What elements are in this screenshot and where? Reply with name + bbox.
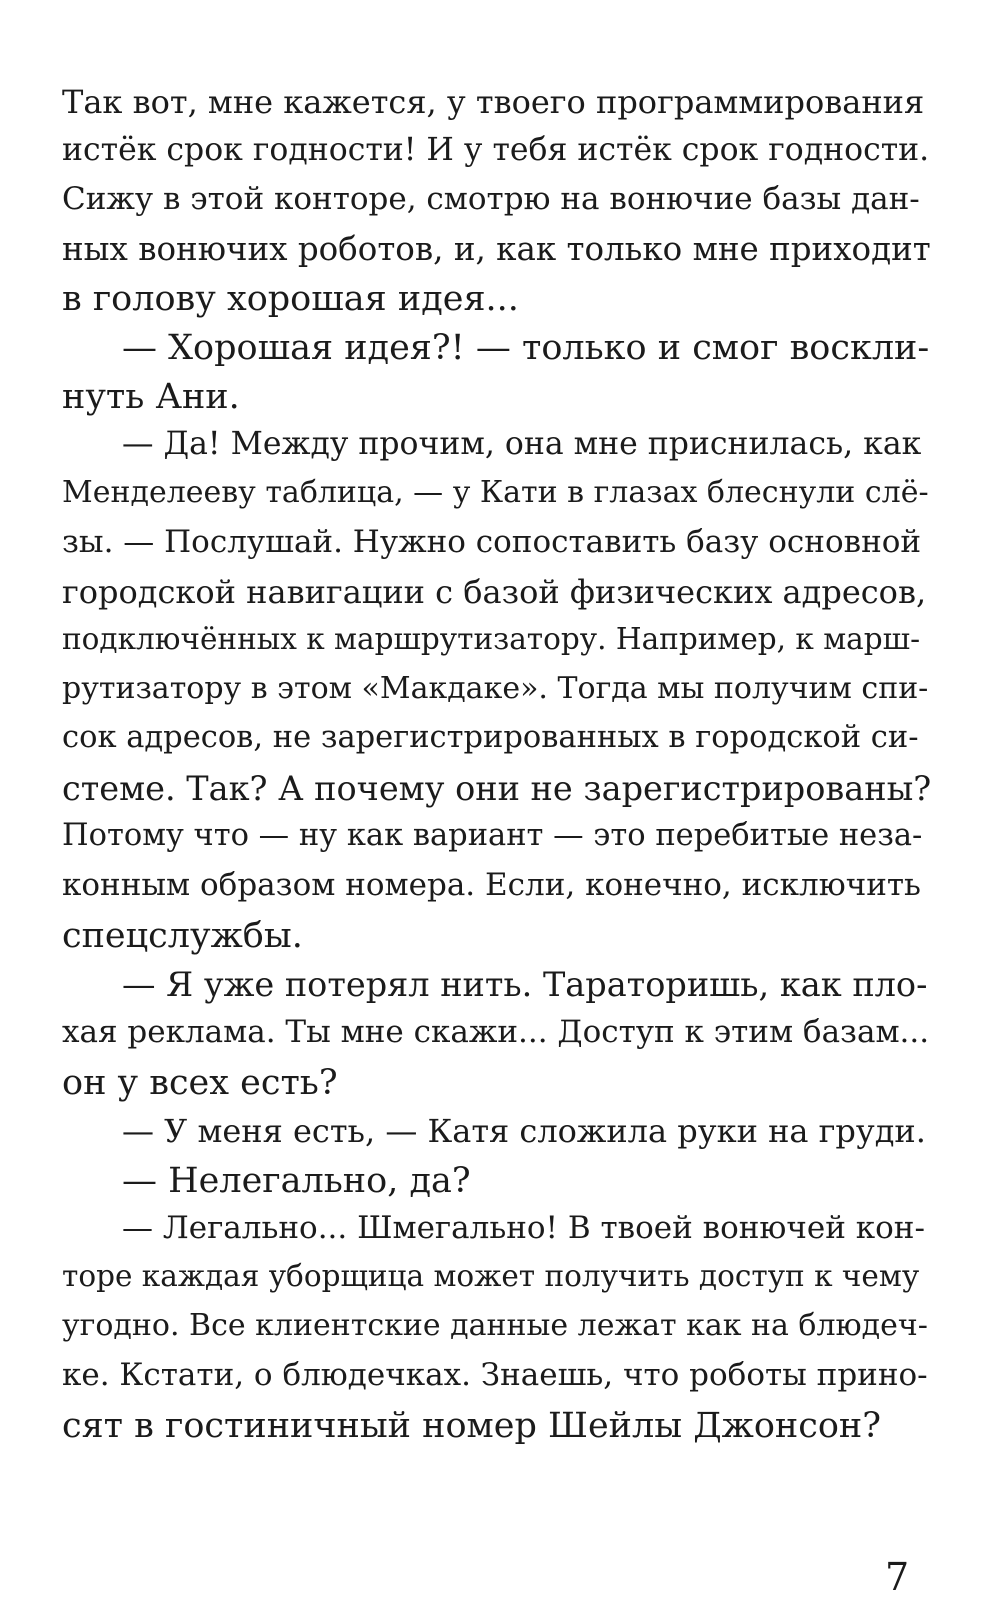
- text-line-26: угодно. Все клиентские данные лежат как на блюдеч-: [62, 1308, 928, 1343]
- text-line-14: сок адресов, не зарегистрированных в городской си-: [62, 720, 919, 755]
- text-line-18: спецслужбы.: [62, 916, 303, 956]
- text-line-24: — Легально... Шмегально! В твоей вонючей кон-: [122, 1210, 925, 1246]
- text-line-20: хая реклама. Ты мне скажи... Доступ к этим базам...: [62, 1014, 930, 1050]
- text-line-17: конным образом номера. Если, конечно, исключить: [62, 867, 921, 903]
- text-line-12: подключённых к маршрутизатору. Например, к марш-: [62, 622, 921, 656]
- text-line-2: истёк срок годности! И у тебя истёк срок годности.: [62, 132, 930, 168]
- text-line-6: — Хорошая идея?! — только и смог воскли-: [122, 328, 930, 368]
- page-number: 7: [885, 1555, 910, 1599]
- text-line-7: нуть Ани.: [62, 377, 240, 417]
- text-line-22: — У меня есть, — Катя сложила руки на груди.: [122, 1112, 926, 1150]
- text-line-21: он у всех есть?: [62, 1063, 338, 1103]
- text-line-11: городской навигации с базой физических адресов,: [62, 573, 927, 611]
- text-line-5: в голову хорошая идея...: [62, 279, 519, 319]
- text-line-9: Менделееву таблица, — у Кати в глазах блеснули слё-: [62, 475, 929, 510]
- text-line-16: Потому что — ну как вариант — это перебитые неза-: [62, 818, 923, 853]
- text-line-8: — Да! Между прочим, она мне приснилась, как: [122, 426, 922, 462]
- text-line-27: ке. Кстати, о блюдечках. Знаешь, что роботы прино-: [62, 1357, 928, 1393]
- text-line-23: — Нелегально, да?: [122, 1161, 471, 1201]
- text-line-19: — Я уже потерял нить. Тараторишь, как пло-: [122, 965, 928, 1004]
- text-line-25: торе каждая уборщица может получить доступ к чему: [62, 1259, 920, 1293]
- text-line-10: зы. — Послушай. Нужно сопоставить базу основной: [62, 524, 922, 560]
- text-line-1: Так вот, мне кажется, у твоего программирования: [62, 83, 925, 121]
- text-line-3: Сижу в этой конторе, смотрю на вонючие базы дан-: [62, 181, 920, 217]
- text-line-15: стеме. Так? А почему они не зарегистрированы?: [62, 769, 932, 808]
- text-line-4: ных вонючих роботов, и, как только мне приходит: [62, 230, 931, 268]
- text-line-28: сят в гостиничный номер Шейлы Джонсон?: [62, 1406, 882, 1446]
- text-line-13: рутизатору в этом «Макдаке». Тогда мы получим спи-: [62, 671, 929, 706]
